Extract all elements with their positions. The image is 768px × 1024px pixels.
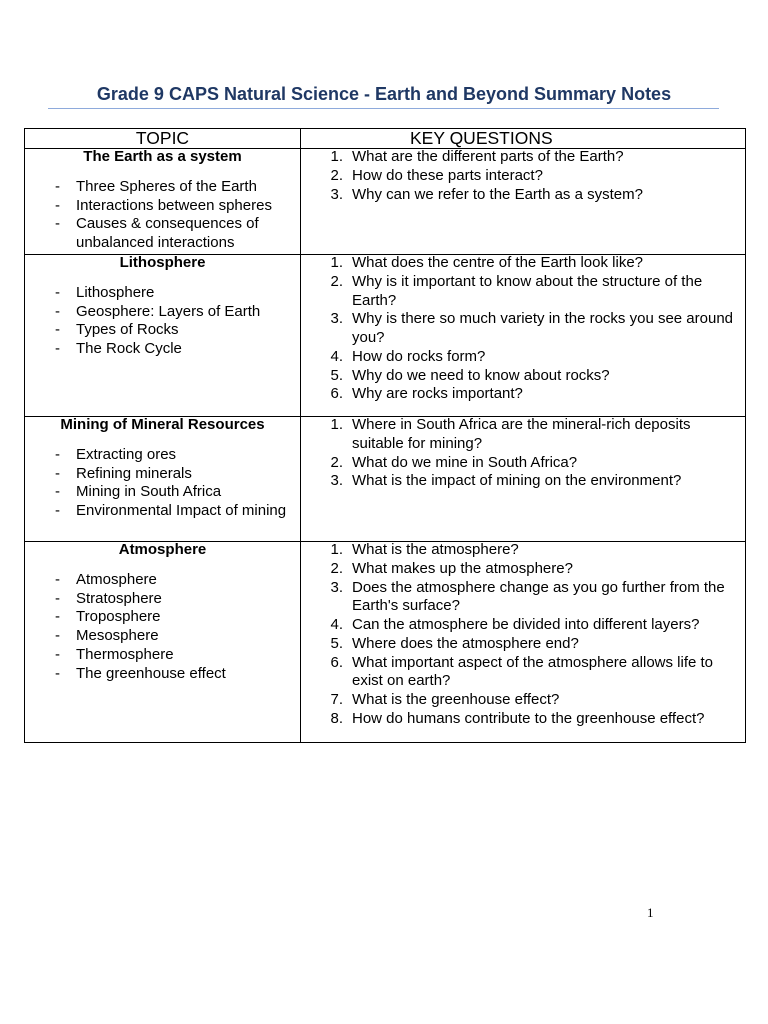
question-number: 1. bbox=[330, 416, 343, 433]
question-text: Why can we refer to the Earth as a system? bbox=[352, 185, 643, 203]
table-header-key-questions: KEY QUESTIONS bbox=[410, 128, 553, 148]
title-rule bbox=[48, 108, 719, 109]
question-item bbox=[301, 560, 745, 579]
question-item bbox=[301, 385, 745, 404]
subtopic-text: Troposphere bbox=[76, 608, 161, 626]
subtopic-text: Thermosphere bbox=[76, 645, 174, 663]
bullet-marker: - bbox=[55, 196, 60, 214]
question-text: Where does the atmosphere end? bbox=[352, 634, 579, 652]
table-header-topic: TOPIC bbox=[25, 129, 301, 148]
topic-heading: Atmosphere bbox=[118, 541, 207, 558]
table-row-lithosphere bbox=[25, 254, 745, 416]
question-number: 2. bbox=[330, 272, 343, 290]
key-questions-cell bbox=[301, 255, 745, 416]
subtopic-text: Types of Rocks bbox=[76, 321, 179, 339]
question-item bbox=[301, 310, 745, 348]
question-number: 3. bbox=[330, 578, 343, 596]
key-questions-cell bbox=[301, 417, 745, 541]
topic-cell bbox=[25, 417, 301, 541]
bullet-marker: - bbox=[55, 445, 60, 463]
question-item bbox=[301, 348, 745, 367]
subtopic-text: Geosphere: Layers of Earth bbox=[76, 302, 261, 320]
subtopic-text: Lithosphere bbox=[76, 283, 155, 301]
topic-cell bbox=[25, 149, 301, 254]
table-row-mining-of-mineral-resources bbox=[25, 416, 745, 541]
subtopic-item bbox=[25, 197, 300, 216]
question-item bbox=[301, 167, 745, 186]
bullet-marker: - bbox=[55, 589, 60, 607]
question-number: 8. bbox=[330, 709, 343, 727]
subtopic-item bbox=[25, 646, 300, 665]
document-title: Grade 9 CAPS Natural Science - Earth and Beyond Summary Notes bbox=[96, 84, 672, 104]
question-item bbox=[301, 472, 745, 491]
table-header-row bbox=[25, 129, 745, 148]
table-row-earth-as-a-system bbox=[25, 148, 745, 254]
question-item bbox=[301, 691, 745, 710]
subtopic-text: Mesosphere bbox=[76, 627, 159, 644]
subtopic-text: Causes & consequences of unbalanced interactions bbox=[76, 215, 259, 251]
page-number: 1 bbox=[647, 905, 654, 920]
subtopic-item bbox=[25, 178, 300, 197]
subtopic-text: Refining minerals bbox=[76, 464, 192, 482]
question-number: 5. bbox=[330, 366, 343, 384]
question-list bbox=[301, 416, 745, 491]
subtopic-item bbox=[25, 303, 300, 322]
question-text: Does the atmosphere change as you go further from the Earth's surface? bbox=[352, 578, 725, 615]
subtopic-text: Environmental Impact of mining bbox=[76, 502, 287, 519]
subtopic-item bbox=[25, 608, 300, 627]
subtopic-item bbox=[25, 215, 300, 253]
question-text: Why do we need to know about rocks? bbox=[352, 366, 610, 384]
subtopic-text: The Rock Cycle bbox=[76, 340, 182, 357]
subtopic-item bbox=[25, 465, 300, 484]
question-number: 3. bbox=[330, 185, 343, 203]
question-item bbox=[301, 579, 745, 617]
question-text: Why is there so much variety in the rocks you see around you? bbox=[352, 310, 734, 346]
subtopic-item bbox=[25, 590, 300, 609]
question-number: 4. bbox=[330, 347, 343, 365]
question-number: 1. bbox=[330, 254, 343, 271]
question-item bbox=[301, 367, 745, 386]
question-text: What do we mine in South Africa? bbox=[352, 453, 578, 471]
question-item bbox=[301, 654, 745, 692]
question-text: Why are rocks important? bbox=[352, 385, 523, 403]
question-number: 2. bbox=[330, 166, 343, 184]
subtopic-text: Mining in South Africa bbox=[76, 483, 222, 501]
question-item bbox=[301, 254, 745, 273]
bullet-marker: - bbox=[55, 483, 60, 501]
question-item bbox=[301, 616, 745, 635]
subtopic-text: Three Spheres of the Earth bbox=[76, 177, 257, 195]
question-list bbox=[301, 254, 745, 404]
subtopic-item bbox=[25, 284, 300, 303]
subtopic-item bbox=[25, 446, 300, 465]
topic-cell bbox=[25, 542, 301, 742]
bullet-marker: - bbox=[55, 340, 60, 357]
question-item bbox=[301, 148, 745, 167]
question-item bbox=[301, 273, 745, 311]
bullet-marker: - bbox=[55, 627, 60, 644]
subtopic-list bbox=[25, 178, 300, 253]
topic-heading: The Earth as a system bbox=[83, 148, 242, 165]
subtopic-text: Interactions between spheres bbox=[76, 196, 272, 214]
subtopic-text: Stratosphere bbox=[76, 589, 162, 607]
question-number: 2. bbox=[330, 559, 343, 577]
bullet-marker: - bbox=[55, 302, 60, 320]
bullet-marker: - bbox=[55, 664, 60, 682]
question-item bbox=[301, 454, 745, 473]
question-number: 4. bbox=[330, 616, 343, 633]
subtopic-list bbox=[25, 446, 300, 521]
subtopic-text: Atmosphere bbox=[76, 570, 157, 588]
subtopic-item bbox=[25, 483, 300, 502]
bullet-marker: - bbox=[55, 215, 60, 233]
subtopic-item bbox=[25, 571, 300, 590]
question-text: Where in South Africa are the mineral-rich deposits suitable for mining? bbox=[352, 416, 691, 452]
question-list bbox=[301, 148, 745, 204]
subtopic-item bbox=[25, 665, 300, 684]
topic-heading: Mining of Mineral Resources bbox=[60, 416, 265, 433]
question-number: 5. bbox=[330, 634, 343, 652]
question-text: How do rocks form? bbox=[352, 347, 486, 365]
question-text: What is the impact of mining on the environment? bbox=[352, 472, 682, 490]
question-text: What important aspect of the atmosphere allows life to exist on earth? bbox=[352, 653, 714, 690]
question-text: Why is it important to know about the structure of the Earth? bbox=[352, 272, 703, 309]
subtopic-item bbox=[25, 627, 300, 646]
question-text: How do these parts interact? bbox=[352, 166, 543, 184]
subtopic-text: Extracting ores bbox=[76, 445, 177, 463]
question-number: 2. bbox=[330, 453, 343, 471]
question-list bbox=[301, 541, 745, 729]
question-text: Can the atmosphere be divided into different layers? bbox=[352, 616, 700, 633]
bullet-marker: - bbox=[55, 464, 60, 482]
table-row-atmosphere bbox=[25, 541, 745, 742]
topics-table bbox=[24, 128, 746, 743]
key-questions-cell bbox=[301, 542, 745, 742]
subtopic-list bbox=[25, 571, 300, 684]
question-number: 3. bbox=[330, 310, 343, 328]
question-text: What makes up the atmosphere? bbox=[352, 559, 573, 577]
bullet-marker: - bbox=[55, 177, 60, 195]
question-number: 1. bbox=[330, 148, 343, 165]
bullet-marker: - bbox=[55, 502, 60, 519]
subtopic-item bbox=[25, 340, 300, 359]
question-item bbox=[301, 541, 745, 560]
question-item bbox=[301, 710, 745, 729]
bullet-marker: - bbox=[55, 645, 60, 663]
question-number: 6. bbox=[330, 653, 343, 671]
subtopic-list bbox=[25, 284, 300, 359]
question-item bbox=[301, 416, 745, 454]
subtopic-item bbox=[25, 321, 300, 340]
bullet-marker: - bbox=[55, 321, 60, 339]
question-item bbox=[301, 635, 745, 654]
question-number: 3. bbox=[330, 472, 343, 490]
question-text: What is the atmosphere? bbox=[352, 541, 519, 558]
question-text: What is the greenhouse effect? bbox=[352, 691, 560, 708]
topic-heading: Lithosphere bbox=[119, 254, 206, 271]
question-text: What are the different parts of the Earth? bbox=[352, 148, 624, 165]
bullet-marker: - bbox=[55, 570, 60, 588]
question-text: How do humans contribute to the greenhouse effect? bbox=[352, 709, 705, 727]
key-questions-cell bbox=[301, 149, 745, 254]
question-number: 1. bbox=[330, 541, 343, 558]
question-number: 7. bbox=[330, 691, 343, 708]
question-item bbox=[301, 186, 745, 205]
topic-cell bbox=[25, 255, 301, 416]
bullet-marker: - bbox=[55, 283, 60, 301]
subtopic-text: The greenhouse effect bbox=[76, 664, 226, 682]
question-text: What does the centre of the Earth look like? bbox=[352, 254, 643, 271]
bullet-marker: - bbox=[55, 608, 60, 626]
subtopic-item bbox=[25, 502, 300, 521]
question-number: 6. bbox=[330, 385, 343, 403]
